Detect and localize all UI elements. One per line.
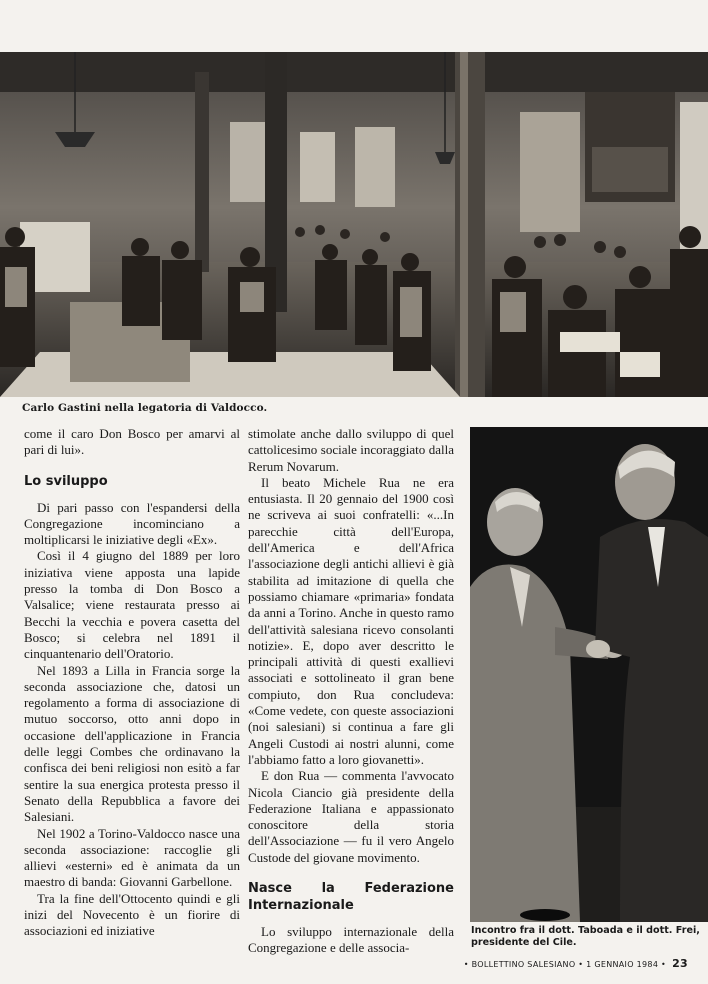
paragraph: Il beato Michele Rua ne era entusiasta. Il 20 gennaio del 1900 così ne scriveva ai suoi confratelli: «...In parecchie città dell'Europa, dell'America e dell'Africa l'associazione degli antichi allievi è già stabilita ad imitazione di quella che possiamo chiamare «primaria» fondata da anni a Torino. Anche in questo ramo dell'attività salesiana ricevo consolanti notizie». E, dopo aver descritto le principali attività di questi exallievi associati e sottolineato il gran bene compiuto, don Rua concludeva: «Come vedete, con queste associazioni (noi salesiani) si continua a fare gli Angeli Custodi ai nostri alunni, come l'abbiamo fatto a loro giovanetti». [248,474,454,767]
paragraph: Così il 4 giugno del 1889 per loro iniziativa viene apposta una lapide presso la tomba di Don Bosco a Valsalice; viene restaurata presso ai Becchi la vecchia e povera casetta del Bosco; si celebra nel 1891 il cinquantenario dell'Oratorio. [24,548,240,662]
workshop-photo [0,52,708,397]
handshake-photo-drawing [470,427,708,922]
paragraph: come il caro Don Bosco per amarvi al pari di lui». [24,426,240,458]
page-number: 23 [672,957,688,970]
paragraph: stimolate anche dallo sviluppo di quel cattolicesimo sociale incoraggiato dalla Rerum Novarum. [248,426,454,474]
paragraph: Tra la fine dell'Ottocento quindi e gli inizi del Novecento è un fiorire di associazioni ed iniziative [24,890,240,939]
paragraph: Lo sviluppo internazionale della Congregazione e delle associa- [248,924,454,956]
text-column-1 [24,426,240,940]
section-heading: Lo sviluppo [24,473,108,489]
photo-caption-right: Incontro fra il dott. Taboada e il dott. Frei, presidente del Cile. [471,925,700,948]
publication-name: • BOLLETTINO SALESIANO • 1 GENNAIO 1984 • [463,960,667,969]
paragraph: Nel 1902 a Torino-Valdocco nasce una seconda associazione: raccoglie gli allievi «esterni» ed è animata da un maestro di banda: Giovanni Garbellone. [24,825,240,890]
workshop-photo-drawing [0,52,708,397]
paragraph: E don Rua — commenta l'avvocato Nicola Ciancio già presidente della Federazione Italiana e appassionato conoscitore della storia dell'Associazione — fu il vero Angelo Custode del giovane movimento. [248,768,454,865]
text-column-2 [248,426,454,957]
section-heading: Nasce la Federazione Internazionale [248,881,454,914]
photo-caption-top: Carlo Gastini nella legatoria di Valdocco. [22,402,268,414]
page-footer [440,957,688,970]
handshake-photo [470,427,708,922]
paragraph: Nel 1893 a Lilla in Francia sorge la seconda associazione che, datosi un regolamento a forma di associazione di mutuo soccorso, otto anni dopo in occasione dell'applicazione in Francia delle leggi Combes che ordinavano la confisca dei beni religiosi non esitò a far sentire la sua energica protesta presso il Senato della Repubblica a favore dei Salesiani. [24,662,240,825]
paragraph: Di pari passo con l'espandersi della Congregazione incominciano a moltiplicarsi le iniziative degli «Ex». [24,499,240,548]
